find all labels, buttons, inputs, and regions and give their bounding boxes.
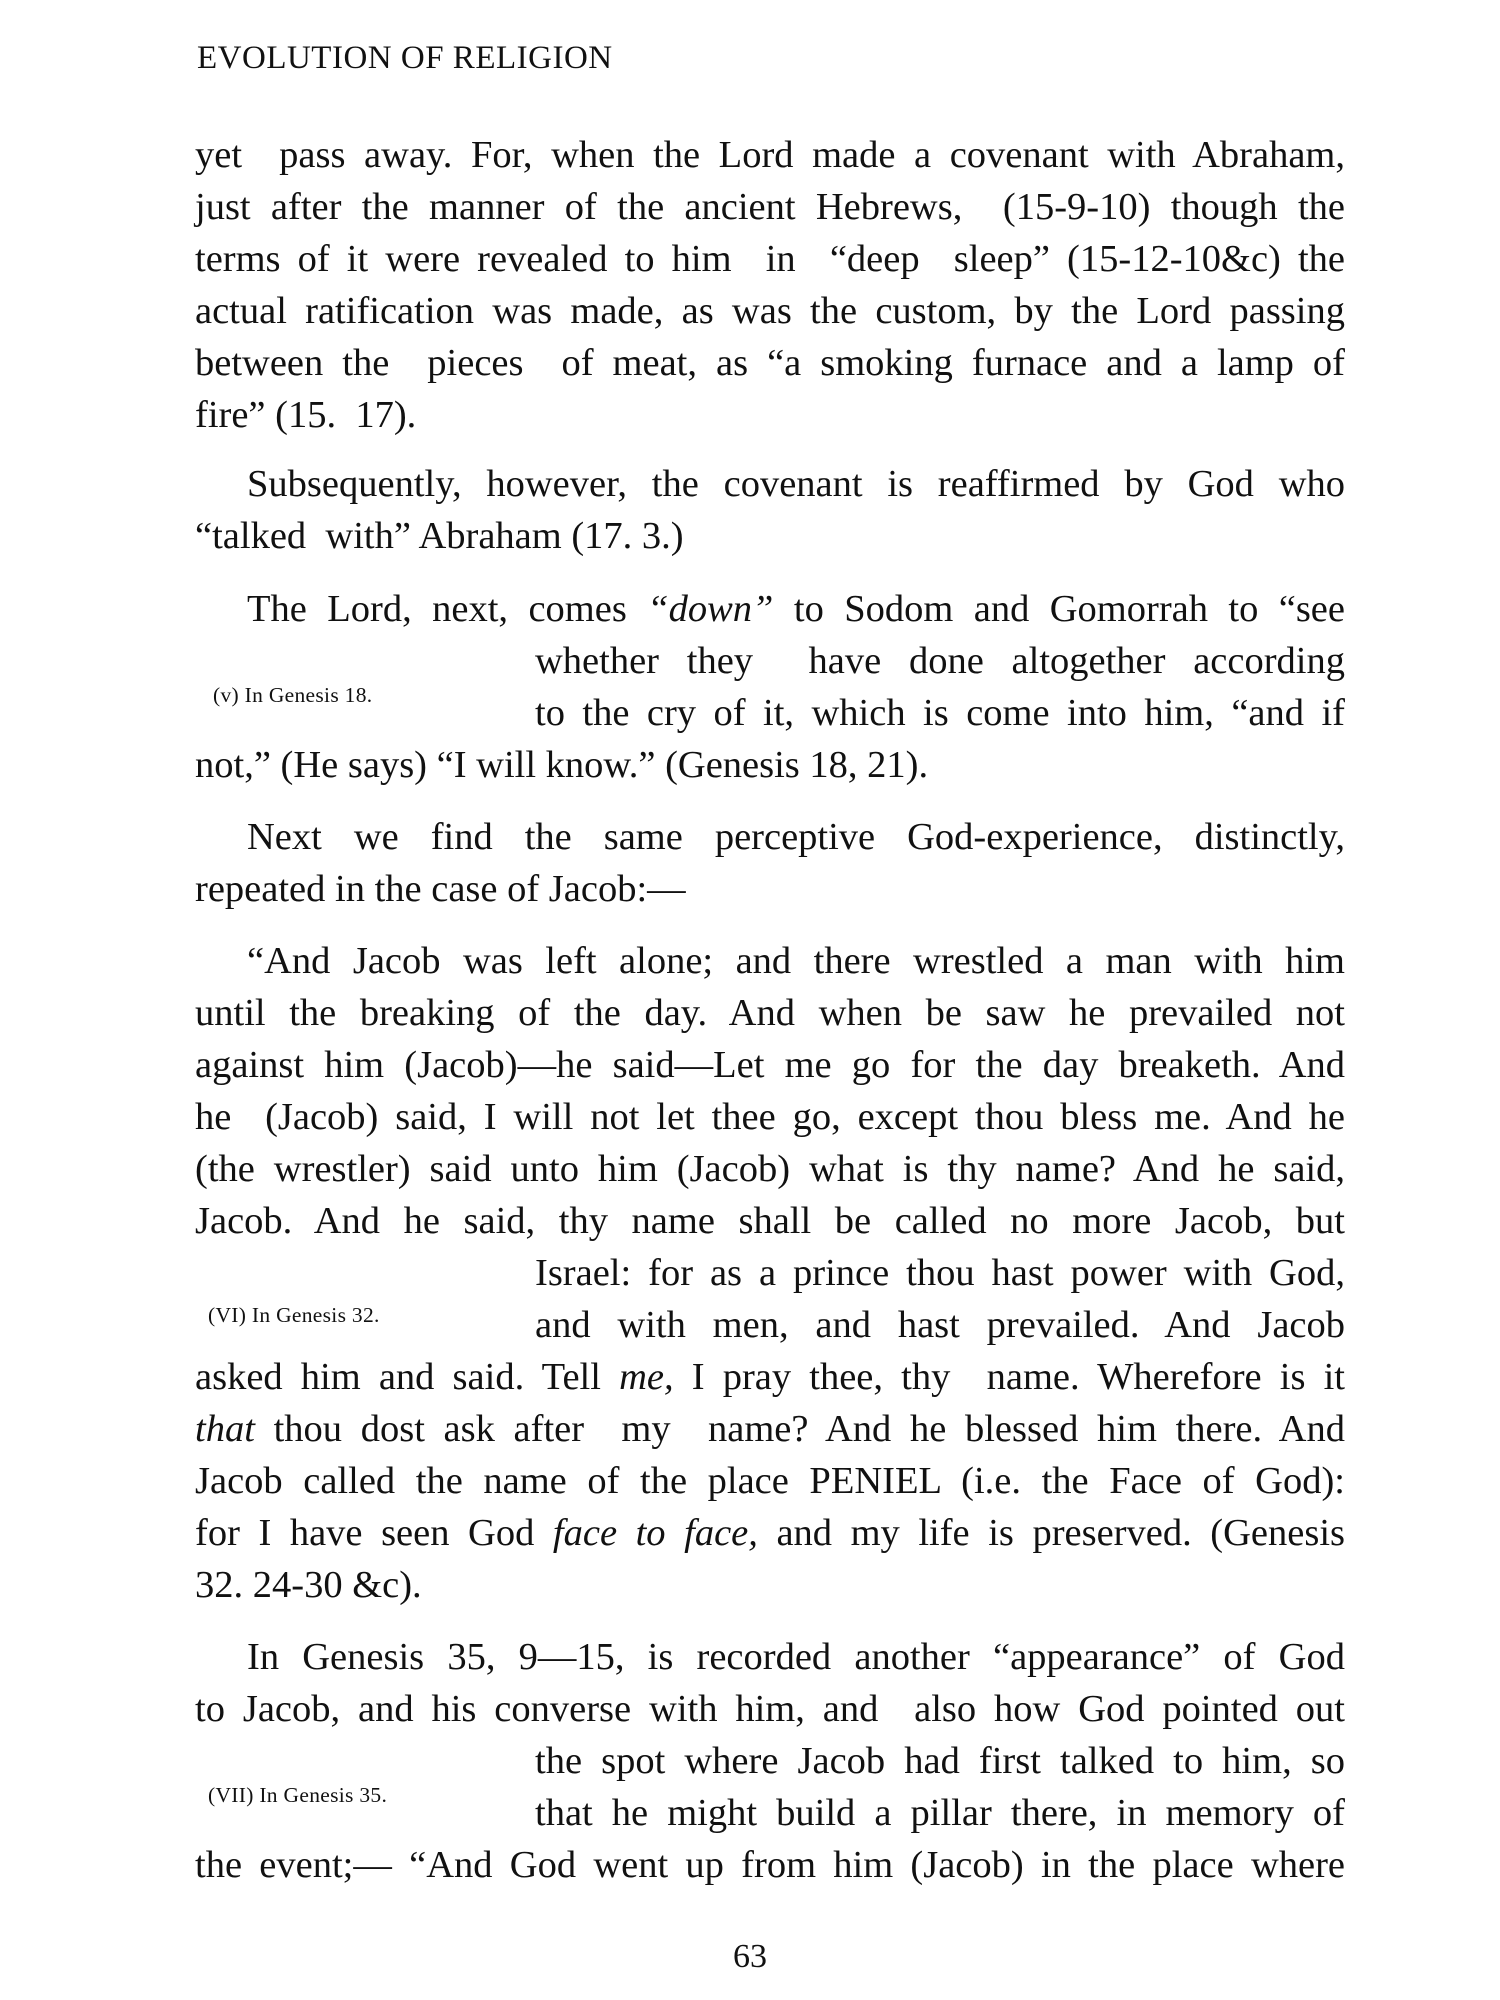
text-line: Next we find the same perceptive God-experience, distinctly, <box>247 816 1345 858</box>
text-line-with-italic: that thou dost ask after my name? And he blessed him there. And <box>195 1408 1345 1450</box>
text-line: to Jacob, and his converse with him, and also how God pointed out <box>195 1688 1345 1730</box>
text-line: and with men, and hast prevailed. And Jacob <box>535 1304 1345 1346</box>
text-line: the event;— “And God went up from him (Jacob) in the place where <box>195 1844 1345 1886</box>
italic-word: face to face, <box>552 1512 758 1554</box>
text-line: “And Jacob was left alone; and there wrestled a man with him <box>247 940 1345 982</box>
page-number: 63 <box>733 1938 767 1975</box>
text-line: yet pass away. For, when the Lord made a covenant with Abraham, <box>195 134 1345 176</box>
text-line: repeated in the case of Jacob:— <box>195 868 686 910</box>
text-line-with-italic <box>247 590 1345 629</box>
text-line: 32. 24-30 &c). <box>195 1564 422 1606</box>
text-line: “talked with” Abraham (17. 3.) <box>195 515 684 557</box>
text-line: actual ratification was made, as was the custom, by the Lord passing <box>195 290 1345 332</box>
italic-word: me, <box>619 1356 674 1398</box>
text-line: Jacob. And he said, thy name shall be called no more Jacob, but <box>195 1200 1345 1242</box>
text-line: In Genesis 35, 9—15, is recorded another “appearance” of God <box>247 1636 1345 1678</box>
text-line: between the pieces of meat, as “a smoking furnace and a lamp of <box>195 342 1345 384</box>
text-line-with-italic: for I have seen God face to face, and my life is preserved. (Genesis <box>195 1512 1345 1554</box>
text-line: just after the manner of the ancient Hebrews, (15-9-10) though the <box>195 186 1345 228</box>
text-line: not,” (He says) “I will know.” (Genesis 18, 21). <box>195 744 929 786</box>
text-line: until the breaking of the day. And when be saw he prevailed not <box>195 992 1345 1034</box>
text-line: whether they have done altogether according <box>535 640 1345 682</box>
text-line: he (Jacob) said, I will not let thee go, except thou bless me. And he <box>195 1096 1345 1138</box>
text-line: against him (Jacob)—he said—Let me go for the day breaketh. And <box>195 1044 1345 1086</box>
text-line: Jacob called the name of the place PENIEL (i.e. the Face of God): <box>195 1460 1345 1502</box>
text-line: fire” (15. 17). <box>195 394 417 436</box>
text-line: to the cry of it, which is come into him, “and if <box>535 692 1345 734</box>
line-start: The Lord, next, <box>247 588 509 630</box>
text-line: the spot where Jacob had first talked to him, so <box>535 1740 1345 1782</box>
text-line: (the wrestler) said unto him (Jacob) what is thy name? And he said, <box>195 1148 1345 1190</box>
side-note-vi: (VI) In Genesis 32. <box>208 1303 380 1327</box>
line-rest: comes “down” to Sodom and Gomorrah to “see <box>528 588 1345 630</box>
text-line: Subsequently, however, the covenant is reaffirmed by God who <box>247 463 1345 505</box>
side-note-v: (v) In Genesis 18. <box>213 683 373 707</box>
side-note-vii: (VII) In Genesis 35. <box>208 1783 388 1807</box>
italic-word: “down” <box>647 588 774 630</box>
running-head: EVOLUTION OF RELIGION <box>197 40 613 76</box>
text-line: terms of it were revealed to him in “deep sleep” (15-12-10&c) the <box>195 238 1345 280</box>
italic-word: that <box>195 1408 255 1450</box>
text-line: that he might build a pillar there, in memory of <box>535 1792 1345 1834</box>
text-line-with-italic: asked him and said. Tell me, I pray thee, thy name. Wherefore is it <box>195 1356 1345 1398</box>
text-line: Israel: for as a prince thou hast power with God, <box>535 1252 1345 1294</box>
